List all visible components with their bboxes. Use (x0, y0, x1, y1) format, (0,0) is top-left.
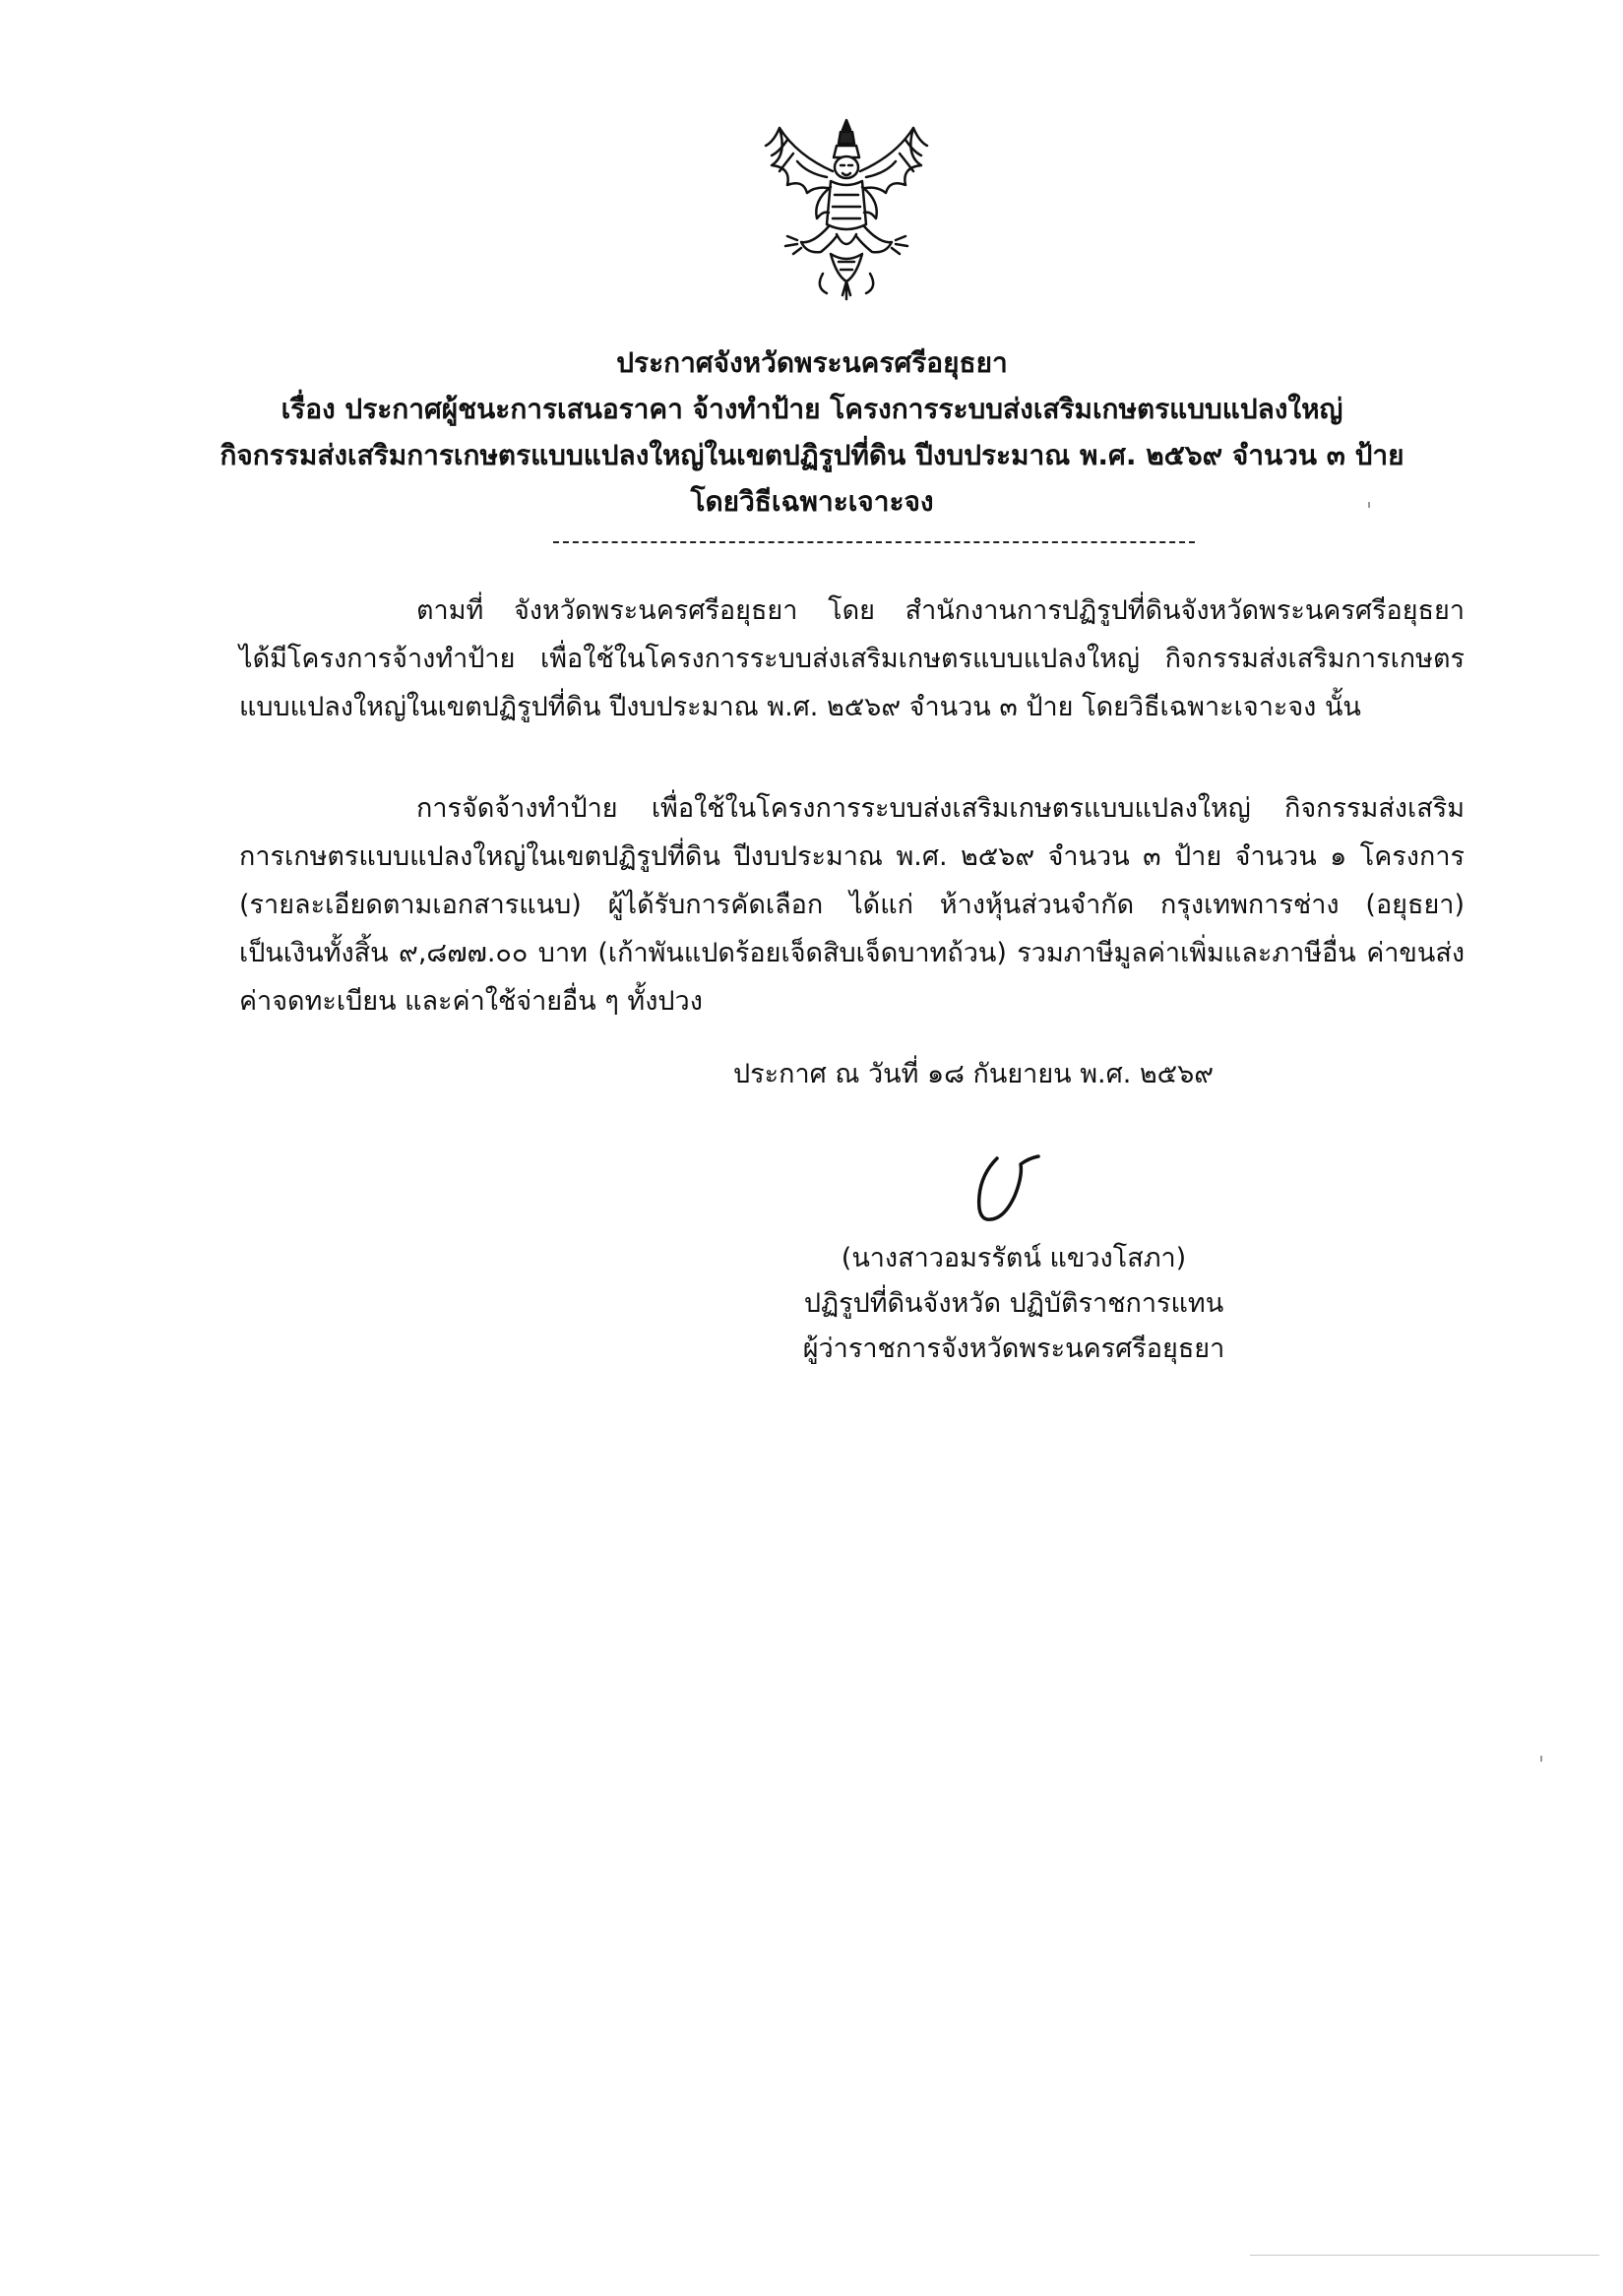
paragraph-2-line-3: (รายละเอียดตามเอกสารแนบ) ผู้ได้รับการคัดเลือก ได้แก่ ห้างหุ้นส่วนจำกัด กรุงเทพการช่าง (อยุธยา) (239, 890, 1465, 920)
paragraph-2-line-1: การจัดจ้างทำป้าย เพื่อใช้ในโครงการระบบส่งเสริมเกษตรแบบแปลงใหญ่ กิจกรรมส่งเสริม (416, 793, 1465, 824)
handwritten-signature-icon (960, 1147, 1048, 1225)
title-line-3: กิจกรรมส่งเสริมการเกษตรแบบแปลงใหญ่ในเขตปฏิรูปที่ดิน ปีงบประมาณ พ.ศ. ๒๕๖๙ จำนวน ๓ ป้าย (219, 439, 1405, 471)
garuda-emblem-icon (758, 116, 935, 313)
title-line-1: ประกาศจังหวัดพระนครศรีอยุธยา (616, 346, 1008, 379)
scan-edge-line (1250, 2255, 1599, 2256)
paragraph-2-line-5: ค่าจดทะเบียน และค่าใช้จ่ายอื่น ๆ ทั้งปวง (239, 986, 703, 1017)
paragraph-2 (239, 784, 1465, 1025)
paragraph-2-line-4: เป็นเงินทั้งสิ้น ๙,๘๗๗.๐๐ บาท (เก้าพันแปดร้อยเจ็ดสิบเจ็ดบาทถ้วน) รวมภาษีมูลค่าเพิ่มและภาษีอื่น ค่าขนส่ง (239, 938, 1465, 968)
paragraph-1-line-2: ได้มีโครงการจ้างทำป้าย เพื่อใช้ในโครงการระบบส่งเสริมเกษตรแบบแปลงใหญ่ กิจกรรมส่งเสริมการเกษตร (239, 644, 1465, 674)
signer-name: (นางสาวอมรรัตน์ แขวงโสภา) (841, 1243, 1187, 1273)
paragraph-1-line-3: แบบแปลงใหญ่ในเขตปฏิรูปที่ดิน ปีงบประมาณ พ.ศ. ๒๕๖๙ จำนวน ๓ ป้าย โดยวิธีเฉพาะเจาะจง นั้น (239, 692, 1361, 722)
signer-position-1: ปฏิรูปที่ดินจังหวัด ปฏิบัติราชการแทน (803, 1288, 1224, 1319)
dashed-divider (553, 541, 1195, 543)
announcement-title (197, 340, 1427, 525)
title-line-2: เรื่อง ประกาศผู้ชนะการเสนอราคา จ้างทำป้าย โครงการระบบส่งเสริมเกษตรแบบแปลงใหญ่ (281, 393, 1343, 425)
scan-speck (1368, 502, 1370, 508)
scan-speck (1540, 1756, 1542, 1762)
announcement-date: ประกาศ ณ วันที่ ๑๘ กันยายน พ.ศ. ๒๕๖๙ (733, 1059, 1215, 1089)
paragraph-1-line-1: ตามที่ จังหวัดพระนครศรีอยุธยา โดย สำนักงานการปฏิรูปที่ดินจังหวัดพระนครศรีอยุธยา (416, 595, 1465, 626)
paragraph-2-line-2: การเกษตรแบบแปลงใหญ่ในเขตปฏิรูปที่ดิน ปีงบประมาณ พ.ศ. ๒๕๖๙ จำนวน ๓ ป้าย จำนวน ๑ โครงการ (239, 841, 1465, 872)
signer-block (768, 1236, 1260, 1372)
signer-position-2: ผู้ว่าราชการจังหวัดพระนครศรีอยุธยา (802, 1334, 1225, 1364)
paragraph-1 (239, 587, 1465, 731)
title-line-4: โดยวิธีเฉพาะเจาะจง (690, 485, 934, 518)
